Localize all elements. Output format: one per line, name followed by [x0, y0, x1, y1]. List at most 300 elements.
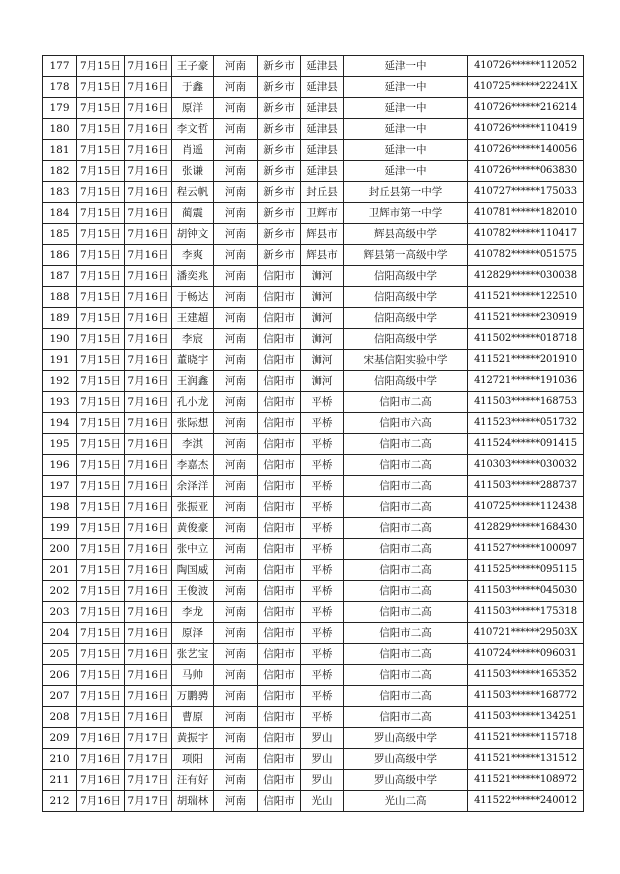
- county: 平桥: [301, 665, 344, 686]
- table-row: [43, 686, 584, 707]
- school-name: 信阳市二高: [344, 434, 468, 455]
- county: 平桥: [301, 392, 344, 413]
- student-name: 于鑫: [172, 77, 214, 98]
- city: 新乡市: [258, 203, 301, 224]
- table-row: [43, 581, 584, 602]
- county: 罗山: [301, 749, 344, 770]
- student-name: 胡钟文: [172, 224, 214, 245]
- table-row: [43, 497, 584, 518]
- departure-date: 7月16日: [125, 707, 172, 728]
- city: 信阳市: [258, 728, 301, 749]
- arrival-date: 7月15日: [77, 707, 125, 728]
- row-number: 208: [43, 707, 77, 728]
- row-number: 194: [43, 413, 77, 434]
- row-number: 206: [43, 665, 77, 686]
- city: 信阳市: [258, 266, 301, 287]
- arrival-date: 7月15日: [77, 497, 125, 518]
- city: 信阳市: [258, 287, 301, 308]
- school-name: 信阳市二高: [344, 518, 468, 539]
- county: 浉河: [301, 329, 344, 350]
- student-name: 李宸: [172, 329, 214, 350]
- id-number: 410724******096031: [468, 644, 584, 665]
- departure-date: 7月16日: [125, 413, 172, 434]
- arrival-date: 7月15日: [77, 602, 125, 623]
- province: 河南: [214, 749, 258, 770]
- county: 延津县: [301, 119, 344, 140]
- arrival-date: 7月16日: [77, 728, 125, 749]
- county: 延津县: [301, 77, 344, 98]
- departure-date: 7月16日: [125, 371, 172, 392]
- arrival-date: 7月15日: [77, 581, 125, 602]
- departure-date: 7月16日: [125, 518, 172, 539]
- province: 河南: [214, 539, 258, 560]
- row-number: 179: [43, 98, 77, 119]
- student-name: 余泽洋: [172, 476, 214, 497]
- departure-date: 7月16日: [125, 539, 172, 560]
- county: 平桥: [301, 497, 344, 518]
- table-row: [43, 287, 584, 308]
- table-row: [43, 203, 584, 224]
- arrival-date: 7月15日: [77, 371, 125, 392]
- row-number: 200: [43, 539, 77, 560]
- roster-table: [42, 55, 584, 812]
- id-number: 410725******112438: [468, 497, 584, 518]
- province: 河南: [214, 791, 258, 812]
- student-name: 胡瑞林: [172, 791, 214, 812]
- table-row: [43, 350, 584, 371]
- school-name: 信阳市二高: [344, 665, 468, 686]
- row-number: 210: [43, 749, 77, 770]
- row-number: 199: [43, 518, 77, 539]
- row-number: 177: [43, 56, 77, 77]
- id-number: 410782******051575: [468, 245, 584, 266]
- departure-date: 7月17日: [125, 770, 172, 791]
- city: 信阳市: [258, 560, 301, 581]
- student-name: 肖遥: [172, 140, 214, 161]
- id-number: 411503******045030: [468, 581, 584, 602]
- id-number: 410726******216214: [468, 98, 584, 119]
- county: 罗山: [301, 770, 344, 791]
- city: 新乡市: [258, 224, 301, 245]
- arrival-date: 7月15日: [77, 434, 125, 455]
- student-name: 原泽: [172, 623, 214, 644]
- county: 平桥: [301, 644, 344, 665]
- county: 平桥: [301, 602, 344, 623]
- row-number: 185: [43, 224, 77, 245]
- departure-date: 7月16日: [125, 287, 172, 308]
- county: 平桥: [301, 455, 344, 476]
- county: 卫辉市: [301, 203, 344, 224]
- row-number: 190: [43, 329, 77, 350]
- county: 浉河: [301, 266, 344, 287]
- arrival-date: 7月15日: [77, 392, 125, 413]
- arrival-date: 7月15日: [77, 119, 125, 140]
- id-number: 411521******131512: [468, 749, 584, 770]
- province: 河南: [214, 392, 258, 413]
- province: 河南: [214, 497, 258, 518]
- student-name: 张际想: [172, 413, 214, 434]
- roster-body: [43, 56, 584, 812]
- id-number: 411525******095115: [468, 560, 584, 581]
- county: 平桥: [301, 518, 344, 539]
- city: 信阳市: [258, 392, 301, 413]
- id-number: 410726******110419: [468, 119, 584, 140]
- departure-date: 7月16日: [125, 329, 172, 350]
- city: 新乡市: [258, 140, 301, 161]
- city: 新乡市: [258, 182, 301, 203]
- city: 新乡市: [258, 77, 301, 98]
- school-name: 信阳市二高: [344, 497, 468, 518]
- student-name: 李爽: [172, 245, 214, 266]
- table-row: [43, 371, 584, 392]
- arrival-date: 7月15日: [77, 350, 125, 371]
- arrival-date: 7月15日: [77, 182, 125, 203]
- departure-date: 7月16日: [125, 560, 172, 581]
- province: 河南: [214, 518, 258, 539]
- row-number: 209: [43, 728, 77, 749]
- departure-date: 7月16日: [125, 266, 172, 287]
- province: 河南: [214, 203, 258, 224]
- county: 平桥: [301, 413, 344, 434]
- arrival-date: 7月15日: [77, 476, 125, 497]
- school-name: 信阳市二高: [344, 539, 468, 560]
- row-number: 187: [43, 266, 77, 287]
- county: 平桥: [301, 623, 344, 644]
- id-number: 410727******175033: [468, 182, 584, 203]
- row-number: 192: [43, 371, 77, 392]
- arrival-date: 7月16日: [77, 791, 125, 812]
- province: 河南: [214, 308, 258, 329]
- county: 辉县市: [301, 245, 344, 266]
- arrival-date: 7月15日: [77, 455, 125, 476]
- table-row: [43, 98, 584, 119]
- city: 信阳市: [258, 455, 301, 476]
- row-number: 184: [43, 203, 77, 224]
- city: 信阳市: [258, 665, 301, 686]
- arrival-date: 7月15日: [77, 560, 125, 581]
- id-number: 411503******134251: [468, 707, 584, 728]
- county: 封丘县: [301, 182, 344, 203]
- row-number: 178: [43, 77, 77, 98]
- table-row: [43, 434, 584, 455]
- departure-date: 7月16日: [125, 119, 172, 140]
- arrival-date: 7月15日: [77, 140, 125, 161]
- id-number: 411503******168772: [468, 686, 584, 707]
- id-number: 410303******030032: [468, 455, 584, 476]
- departure-date: 7月16日: [125, 224, 172, 245]
- table-row: [43, 518, 584, 539]
- id-number: 411503******288737: [468, 476, 584, 497]
- table-row: [43, 245, 584, 266]
- id-number: 411521******115718: [468, 728, 584, 749]
- student-name: 黄俊豪: [172, 518, 214, 539]
- student-name: 汪有好: [172, 770, 214, 791]
- id-number: 410725******22241X: [468, 77, 584, 98]
- city: 信阳市: [258, 518, 301, 539]
- school-name: 信阳市二高: [344, 476, 468, 497]
- id-number: 411523******051732: [468, 413, 584, 434]
- table-row: [43, 392, 584, 413]
- school-name: 信阳高级中学: [344, 308, 468, 329]
- city: 信阳市: [258, 539, 301, 560]
- student-name: 项阳: [172, 749, 214, 770]
- departure-date: 7月16日: [125, 308, 172, 329]
- table-row: [43, 56, 584, 77]
- city: 信阳市: [258, 434, 301, 455]
- id-number: 411521******201910: [468, 350, 584, 371]
- arrival-date: 7月15日: [77, 518, 125, 539]
- departure-date: 7月16日: [125, 182, 172, 203]
- student-name: 于畅达: [172, 287, 214, 308]
- province: 河南: [214, 476, 258, 497]
- table-row: [43, 224, 584, 245]
- county: 平桥: [301, 686, 344, 707]
- table-row: [43, 665, 584, 686]
- id-number: 412829******168430: [468, 518, 584, 539]
- departure-date: 7月16日: [125, 245, 172, 266]
- school-name: 延津一中: [344, 140, 468, 161]
- table-row: [43, 560, 584, 581]
- province: 河南: [214, 287, 258, 308]
- row-number: 202: [43, 581, 77, 602]
- school-name: 延津一中: [344, 161, 468, 182]
- id-number: 411503******165352: [468, 665, 584, 686]
- arrival-date: 7月15日: [77, 77, 125, 98]
- school-name: 信阳高级中学: [344, 287, 468, 308]
- table-row: [43, 770, 584, 791]
- table-row: [43, 476, 584, 497]
- city: 信阳市: [258, 329, 301, 350]
- id-number: 412829******030038: [468, 266, 584, 287]
- table-row: [43, 119, 584, 140]
- student-name: 马帅: [172, 665, 214, 686]
- id-number: 410726******063830: [468, 161, 584, 182]
- row-number: 191: [43, 350, 77, 371]
- city: 新乡市: [258, 161, 301, 182]
- county: 平桥: [301, 707, 344, 728]
- school-name: 信阳市二高: [344, 560, 468, 581]
- student-name: 黄振宇: [172, 728, 214, 749]
- province: 河南: [214, 98, 258, 119]
- province: 河南: [214, 266, 258, 287]
- city: 新乡市: [258, 98, 301, 119]
- row-number: 193: [43, 392, 77, 413]
- row-number: 180: [43, 119, 77, 140]
- student-name: 张振亚: [172, 497, 214, 518]
- row-number: 183: [43, 182, 77, 203]
- row-number: 189: [43, 308, 77, 329]
- province: 河南: [214, 644, 258, 665]
- student-name: 原洋: [172, 98, 214, 119]
- city: 信阳市: [258, 476, 301, 497]
- arrival-date: 7月15日: [77, 98, 125, 119]
- table-row: [43, 182, 584, 203]
- province: 河南: [214, 455, 258, 476]
- departure-date: 7月17日: [125, 791, 172, 812]
- departure-date: 7月16日: [125, 476, 172, 497]
- county: 延津县: [301, 161, 344, 182]
- departure-date: 7月16日: [125, 497, 172, 518]
- school-name: 信阳市二高: [344, 707, 468, 728]
- province: 河南: [214, 119, 258, 140]
- arrival-date: 7月15日: [77, 56, 125, 77]
- student-name: 王子豪: [172, 56, 214, 77]
- departure-date: 7月17日: [125, 749, 172, 770]
- city: 信阳市: [258, 413, 301, 434]
- id-number: 411524******091415: [468, 434, 584, 455]
- student-name: 孔小龙: [172, 392, 214, 413]
- table-row: [43, 728, 584, 749]
- id-number: 411521******108972: [468, 770, 584, 791]
- county: 延津县: [301, 98, 344, 119]
- student-name: 张中立: [172, 539, 214, 560]
- county: 平桥: [301, 539, 344, 560]
- table-row: [43, 140, 584, 161]
- row-number: 201: [43, 560, 77, 581]
- school-name: 罗山高级中学: [344, 728, 468, 749]
- arrival-date: 7月15日: [77, 539, 125, 560]
- id-number: 410782******110417: [468, 224, 584, 245]
- departure-date: 7月17日: [125, 728, 172, 749]
- student-name: 万鹏骋: [172, 686, 214, 707]
- province: 河南: [214, 434, 258, 455]
- county: 光山: [301, 791, 344, 812]
- school-name: 信阳市二高: [344, 644, 468, 665]
- student-name: 李淇: [172, 434, 214, 455]
- city: 信阳市: [258, 497, 301, 518]
- province: 河南: [214, 56, 258, 77]
- table-row: [43, 308, 584, 329]
- city: 信阳市: [258, 644, 301, 665]
- row-number: 207: [43, 686, 77, 707]
- school-name: 卫辉市第一中学: [344, 203, 468, 224]
- arrival-date: 7月15日: [77, 287, 125, 308]
- city: 信阳市: [258, 581, 301, 602]
- id-number: 411521******230919: [468, 308, 584, 329]
- departure-date: 7月16日: [125, 56, 172, 77]
- id-number: 411521******122510: [468, 287, 584, 308]
- arrival-date: 7月15日: [77, 686, 125, 707]
- province: 河南: [214, 581, 258, 602]
- city: 信阳市: [258, 350, 301, 371]
- county: 辉县市: [301, 224, 344, 245]
- school-name: 信阳市二高: [344, 455, 468, 476]
- county: 平桥: [301, 434, 344, 455]
- departure-date: 7月16日: [125, 161, 172, 182]
- county: 延津县: [301, 56, 344, 77]
- province: 河南: [214, 602, 258, 623]
- province: 河南: [214, 161, 258, 182]
- student-name: 李龙: [172, 602, 214, 623]
- arrival-date: 7月15日: [77, 161, 125, 182]
- school-name: 信阳市二高: [344, 623, 468, 644]
- province: 河南: [214, 371, 258, 392]
- departure-date: 7月16日: [125, 203, 172, 224]
- student-name: 李文哲: [172, 119, 214, 140]
- arrival-date: 7月15日: [77, 413, 125, 434]
- id-number: 410721******29503X: [468, 623, 584, 644]
- school-name: 延津一中: [344, 56, 468, 77]
- school-name: 信阳高级中学: [344, 371, 468, 392]
- county: 浉河: [301, 350, 344, 371]
- table-row: [43, 749, 584, 770]
- table-row: [43, 539, 584, 560]
- arrival-date: 7月15日: [77, 245, 125, 266]
- city: 信阳市: [258, 686, 301, 707]
- school-name: 信阳高级中学: [344, 329, 468, 350]
- student-name: 曹原: [172, 707, 214, 728]
- city: 信阳市: [258, 791, 301, 812]
- school-name: 辉县高级中学: [344, 224, 468, 245]
- row-number: 198: [43, 497, 77, 518]
- county: 平桥: [301, 560, 344, 581]
- city: 信阳市: [258, 707, 301, 728]
- departure-date: 7月16日: [125, 98, 172, 119]
- province: 河南: [214, 350, 258, 371]
- arrival-date: 7月15日: [77, 224, 125, 245]
- school-name: 信阳市六高: [344, 413, 468, 434]
- departure-date: 7月16日: [125, 602, 172, 623]
- student-name: 王俊波: [172, 581, 214, 602]
- table-row: [43, 707, 584, 728]
- student-name: 张艺宝: [172, 644, 214, 665]
- row-number: 186: [43, 245, 77, 266]
- student-name: 蔺震: [172, 203, 214, 224]
- school-name: 光山二高: [344, 791, 468, 812]
- school-name: 延津一中: [344, 98, 468, 119]
- row-number: 197: [43, 476, 77, 497]
- row-number: 182: [43, 161, 77, 182]
- departure-date: 7月16日: [125, 644, 172, 665]
- student-name: 董晓宇: [172, 350, 214, 371]
- school-name: 封丘县第一中学: [344, 182, 468, 203]
- province: 河南: [214, 224, 258, 245]
- county: 浉河: [301, 287, 344, 308]
- departure-date: 7月16日: [125, 392, 172, 413]
- table-row: [43, 791, 584, 812]
- arrival-date: 7月15日: [77, 623, 125, 644]
- province: 河南: [214, 413, 258, 434]
- arrival-date: 7月16日: [77, 749, 125, 770]
- arrival-date: 7月15日: [77, 266, 125, 287]
- province: 河南: [214, 665, 258, 686]
- student-name: 程云帆: [172, 182, 214, 203]
- departure-date: 7月16日: [125, 434, 172, 455]
- province: 河南: [214, 623, 258, 644]
- id-number: 412721******191036: [468, 371, 584, 392]
- row-number: 205: [43, 644, 77, 665]
- table-row: [43, 266, 584, 287]
- table-row: [43, 623, 584, 644]
- row-number: 203: [43, 602, 77, 623]
- table-row: [43, 602, 584, 623]
- departure-date: 7月16日: [125, 665, 172, 686]
- school-name: 信阳市二高: [344, 686, 468, 707]
- row-number: 211: [43, 770, 77, 791]
- city: 新乡市: [258, 56, 301, 77]
- school-name: 罗山高级中学: [344, 749, 468, 770]
- row-number: 204: [43, 623, 77, 644]
- school-name: 信阳市二高: [344, 581, 468, 602]
- arrival-date: 7月15日: [77, 644, 125, 665]
- city: 信阳市: [258, 623, 301, 644]
- county: 罗山: [301, 728, 344, 749]
- city: 信阳市: [258, 602, 301, 623]
- province: 河南: [214, 770, 258, 791]
- id-number: 410781******182010: [468, 203, 584, 224]
- arrival-date: 7月15日: [77, 665, 125, 686]
- student-name: 潘奕兆: [172, 266, 214, 287]
